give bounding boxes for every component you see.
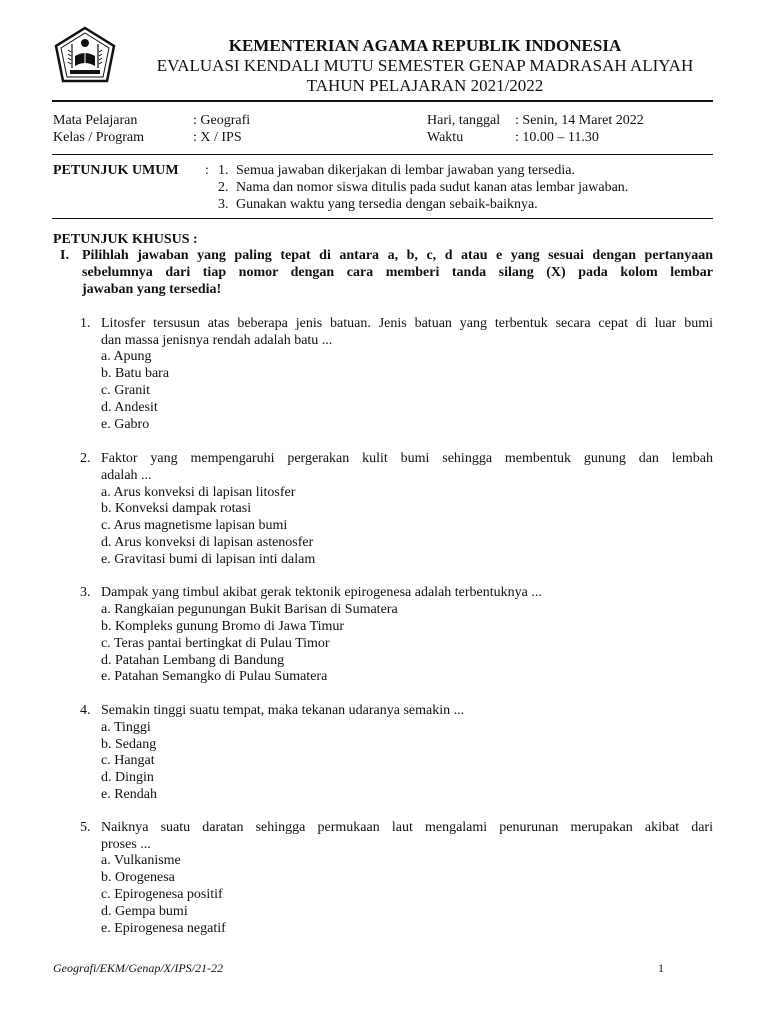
section-instruction-line: Pilihlah jawaban yang paling tepat di antara a, b, c, d atau e yang sesuai dengan pertanyaan <box>82 248 713 263</box>
question-number: 3. <box>80 585 91 600</box>
question-text: Semakin tinggi suatu tempat, maka tekanan udaranya semakin ... <box>101 703 465 718</box>
answer-option: e. Patahan Semangko di Pulau Sumatera <box>101 669 328 684</box>
answer-option: b. Sedang <box>101 737 157 752</box>
answer-option: a. Rangkaian pegunungan Bukit Barisan di Sumatera <box>101 602 398 617</box>
page-number: 1 <box>658 961 664 975</box>
header-divider <box>52 100 713 102</box>
answer-option: e. Epirogenesa negatif <box>101 921 226 936</box>
answer-option: d. Gempa bumi <box>101 904 188 919</box>
answer-option: d. Andesit <box>101 400 158 415</box>
general-item-text: Gunakan waktu yang tersedia dengan sebaik-baiknya. <box>236 197 538 212</box>
general-item-number: 2. <box>218 180 229 195</box>
date-label: Hari, tanggal <box>427 113 501 128</box>
time-label: Waktu <box>427 130 464 145</box>
question-number: 2. <box>80 451 91 466</box>
question-text: Naiknya suatu daratan sehingga permukaan laut mengalami penurunan merupakan akibat dari <box>101 820 713 835</box>
subject-label: Mata Pelajaran <box>53 113 138 128</box>
answer-option: a. Vulkanisme <box>101 853 181 868</box>
exam-title: EVALUASI KENDALI MUTU SEMESTER GENAP MADRASAH ALIYAH <box>156 56 694 75</box>
answer-option: d. Dingin <box>101 770 154 785</box>
answer-option: b. Kompleks gunung Bromo di Jawa Timur <box>101 619 345 634</box>
answer-option: b. Konveksi dampak rotasi <box>101 501 252 516</box>
answer-option: a. Tinggi <box>101 720 151 735</box>
answer-option: d. Patahan Lembang di Bandung <box>101 653 285 668</box>
general-instructions-colon: : <box>205 163 209 178</box>
answer-option: a. Apung <box>101 349 152 364</box>
answer-option: a. Arus konveksi di lapisan litosfer <box>101 485 296 500</box>
question-text: Litosfer tersusun atas beberapa jenis batuan. Jenis batuan yang terbentuk secara cepat di luar bumi <box>101 316 713 331</box>
info-divider <box>52 154 713 155</box>
section-roman-numeral: I. <box>60 248 69 263</box>
question-text: Dampak yang timbul akibat gerak tektonik epirogenesa adalah terbentuknya ... <box>101 585 542 600</box>
question-number: 4. <box>80 703 91 718</box>
question-text: proses ... <box>101 837 151 852</box>
section-instruction-line: jawaban yang tersedia! <box>82 282 222 297</box>
subject-value: : Geografi <box>193 113 251 128</box>
general-item-text: Semua jawaban dikerjakan di lembar jawaban yang tersedia. <box>236 163 575 178</box>
answer-option: c. Arus magnetisme lapisan bumi <box>101 518 288 533</box>
document-code: Geografi/EKM/Genap/X/IPS/21-22 <box>53 961 223 975</box>
section-instruction-line: sebelumnya dari tiap nomor dengan cara memberi tanda silang (X) pada kolom lembar <box>82 265 713 280</box>
time-value: : 10.00 – 11.30 <box>515 130 599 145</box>
general-instructions-label: PETUNJUK UMUM <box>53 163 179 178</box>
special-instructions-label: PETUNJUK KHUSUS : <box>53 232 198 247</box>
answer-option: c. Hangat <box>101 753 155 768</box>
academic-year: TAHUN PELAJARAN 2021/2022 <box>306 76 544 95</box>
instructions-divider <box>52 218 713 219</box>
ministry-title: KEMENTERIAN AGAMA REPUBLIK INDONESIA <box>228 36 622 55</box>
answer-option: e. Rendah <box>101 787 157 802</box>
class-label: Kelas / Program <box>53 130 144 145</box>
general-item-number: 1. <box>218 163 229 178</box>
answer-option: c. Granit <box>101 383 150 398</box>
date-value: : Senin, 14 Maret 2022 <box>515 113 644 128</box>
question-number: 1. <box>80 316 91 331</box>
class-value: : X / IPS <box>193 130 242 145</box>
question-text: adalah ... <box>101 468 152 483</box>
question-text: dan massa jenisnya rendah adalah batu ... <box>101 333 333 348</box>
question-text: Faktor yang mempengaruhi pergerakan kulit bumi sehingga membentuk gunung dan lembah <box>101 451 713 466</box>
answer-option: b. Batu bara <box>101 366 170 381</box>
answer-option: c. Epirogenesa positif <box>101 887 223 902</box>
question-number: 5. <box>80 820 91 835</box>
general-item-number: 3. <box>218 197 229 212</box>
answer-option: d. Arus konveksi di lapisan astenosfer <box>101 535 314 550</box>
answer-option: b. Orogenesa <box>101 870 175 885</box>
general-item-text: Nama dan nomor siswa ditulis pada sudut kanan atas lembar jawaban. <box>236 180 629 195</box>
kemenag-logo <box>52 26 118 86</box>
answer-option: e. Gravitasi bumi di lapisan inti dalam <box>101 552 316 567</box>
answer-option: c. Teras pantai bertingkat di Pulau Timor <box>101 636 330 651</box>
answer-option: e. Gabro <box>101 417 150 432</box>
